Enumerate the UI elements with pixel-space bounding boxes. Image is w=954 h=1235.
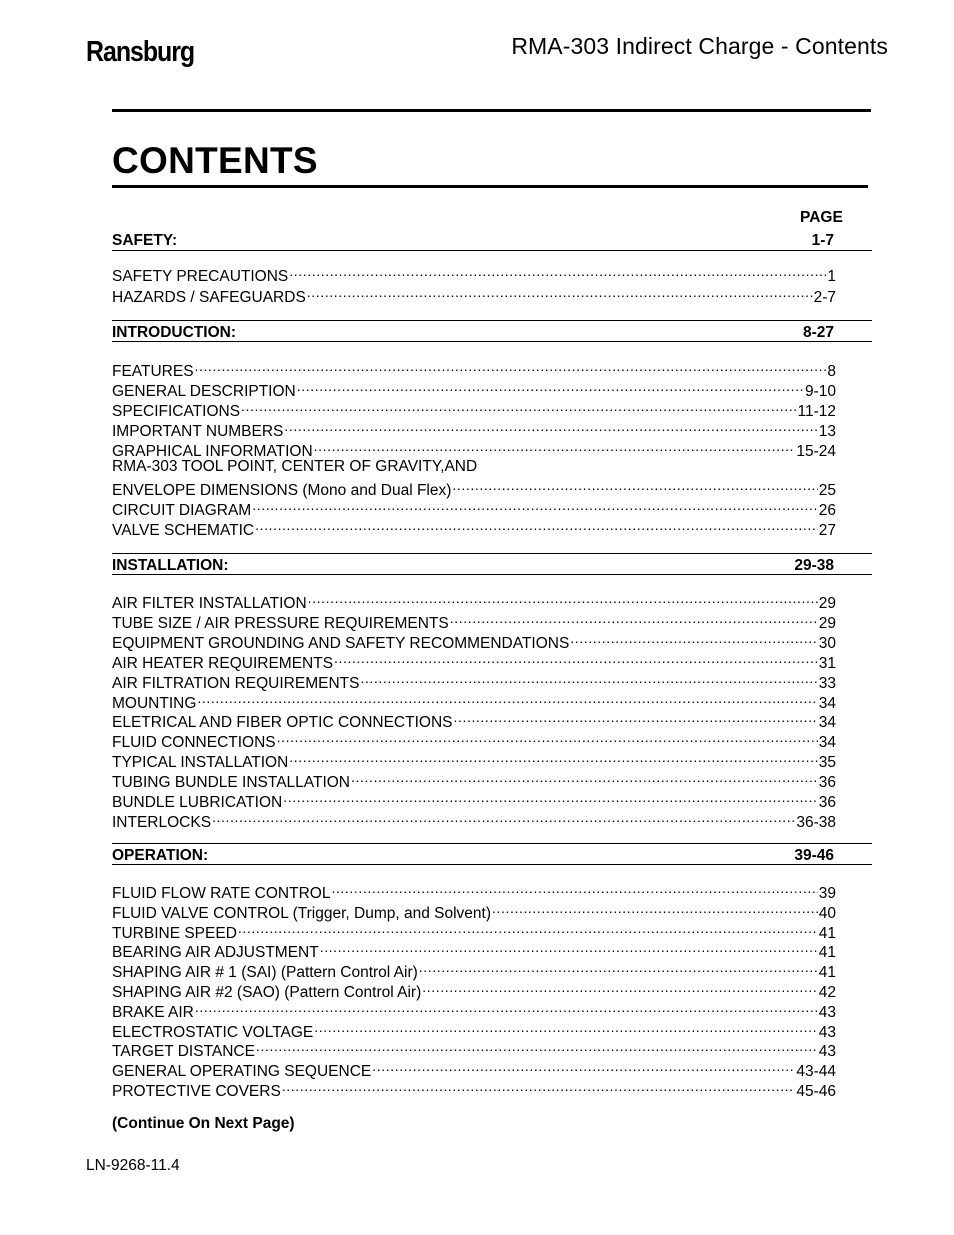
toc-entry-label: ELECTROSTATIC VOLTAGE — [112, 1023, 314, 1041]
dot-leader — [360, 669, 817, 688]
toc-entry[interactable] — [112, 609, 836, 632]
dot-leader — [277, 728, 818, 747]
toc-entry[interactable] — [112, 1077, 836, 1100]
dot-leader — [283, 788, 818, 807]
toc-entry-page: 15-24 — [796, 442, 836, 460]
section-title: SAFETY: — [112, 232, 178, 249]
toc-entry[interactable] — [112, 788, 836, 811]
toc-entry-label: BEARING AIR ADJUSTMENT — [112, 944, 319, 962]
toc-entry-label: TYPICAL INSTALLATION — [112, 754, 289, 772]
toc-entry[interactable] — [112, 689, 836, 712]
toc-entry-label: MOUNTING — [112, 694, 197, 712]
toc-entry-label: FLUID CONNECTIONS — [112, 734, 276, 752]
toc-entry-page: 1 — [827, 268, 836, 285]
toc-entry-page: 43 — [818, 1003, 836, 1021]
toc-entry[interactable] — [112, 978, 836, 1001]
toc-entry[interactable] — [112, 283, 836, 306]
dot-leader — [195, 998, 818, 1017]
toc-entry[interactable] — [112, 879, 836, 902]
top-rule — [112, 109, 871, 112]
toc-entry[interactable] — [112, 919, 836, 942]
dot-leader — [570, 629, 817, 648]
toc-entry-page: 9-10 — [804, 382, 836, 400]
dot-leader — [197, 689, 817, 708]
dot-leader — [320, 938, 818, 957]
toc-entry-page: 30 — [818, 634, 836, 652]
toc-entry[interactable] — [112, 728, 836, 752]
document-title: RMA-303 Indirect Charge - Contents — [511, 33, 888, 59]
dot-leader — [351, 768, 818, 787]
dot-leader — [307, 283, 813, 302]
toc-entry-label: CIRCUIT DIAGRAM — [112, 502, 252, 520]
dot-leader — [452, 476, 817, 495]
page-column-label: PAGE — [800, 209, 843, 226]
dot-leader — [331, 879, 817, 898]
toc-entry-page: 42 — [818, 984, 836, 1001]
toc-entry-label: SPECIFICATIONS — [112, 402, 241, 420]
toc-entry[interactable] — [112, 496, 836, 520]
toc-entry[interactable] — [112, 768, 836, 792]
toc-entry-label: FLUID FLOW RATE CONTROL — [112, 885, 331, 902]
toc-entry-page: 35 — [818, 754, 836, 772]
toc-entry-label: PROTECTIVE COVERS — [112, 1083, 281, 1100]
toc-entry[interactable] — [112, 516, 836, 540]
toc-entry-page: 41 — [818, 924, 836, 942]
toc-entry-page: 43 — [818, 1043, 836, 1061]
dot-leader — [422, 978, 818, 997]
toc-entry-page: 36 — [818, 774, 836, 792]
section-title: INSTALLATION: — [112, 557, 229, 574]
section-page-range: 29-38 — [794, 557, 834, 574]
dot-leader — [256, 1037, 818, 1056]
dot-leader — [289, 262, 826, 281]
dot-leader — [289, 748, 817, 767]
dot-leader — [212, 808, 795, 827]
section-header — [112, 843, 872, 865]
toc-entry-page: 40 — [818, 904, 836, 922]
dot-leader — [255, 516, 818, 535]
toc-entry-page: 13 — [818, 422, 836, 440]
toc-entry-label: FLUID VALVE CONTROL (Trigger, Dump, and Solvent) — [112, 904, 492, 922]
toc-entry-label: GENERAL DESCRIPTION — [112, 382, 296, 400]
toc-entry[interactable] — [112, 437, 836, 460]
toc-entry-label: TUBING BUNDLE INSTALLATION — [112, 774, 350, 792]
toc-entry-label: VALVE SCHEMATIC — [112, 522, 255, 540]
footer-code: LN-9268-11.4 — [86, 1157, 180, 1174]
toc-entry[interactable] — [112, 262, 836, 285]
toc-entry[interactable] — [112, 649, 836, 672]
dot-leader — [238, 919, 818, 938]
toc-entry[interactable] — [112, 748, 836, 772]
toc-entry[interactable] — [112, 417, 836, 440]
dot-leader — [450, 609, 818, 628]
toc-entry[interactable] — [112, 958, 836, 982]
toc-entry-page: 36-38 — [796, 813, 836, 831]
section-page-range: 1-7 — [811, 232, 834, 249]
toc-entry[interactable] — [112, 669, 836, 692]
toc-entry[interactable] — [112, 998, 836, 1021]
dot-leader — [284, 417, 817, 436]
toc-entry-label: GRAPHICAL INFORMATION — [112, 442, 313, 460]
toc-entry[interactable] — [112, 589, 836, 612]
toc-entry-label: TARGET DISTANCE — [112, 1043, 255, 1061]
toc-entry[interactable] — [112, 397, 836, 420]
toc-entry-label: GENERAL OPERATING SEQUENCE — [112, 1063, 372, 1081]
toc-entry-page: 36 — [818, 794, 836, 811]
toc-entry-page: 34 — [818, 694, 836, 712]
dot-leader — [419, 958, 818, 977]
toc-entry-label: RMA-303 TOOL POINT, CENTER OF GRAVITY,AND — [112, 457, 478, 475]
dot-leader — [314, 1018, 818, 1037]
toc-entry-label: SAFETY PRECAUTIONS — [112, 268, 289, 285]
section-title: OPERATION: — [112, 847, 209, 864]
toc-entry[interactable] — [112, 708, 836, 732]
toc-entry[interactable] — [112, 808, 836, 831]
page-heading: CONTENTS — [112, 140, 318, 181]
toc-entry-page: 45-46 — [796, 1083, 836, 1100]
toc-entry-label: SHAPING AIR # 1 (SAI) (Pattern Control Air) — [112, 964, 418, 982]
dot-leader — [453, 708, 817, 727]
toc-entry-page: 39 — [818, 885, 836, 902]
toc-entry[interactable] — [112, 1057, 836, 1081]
toc-entry-page: 29 — [818, 614, 836, 632]
toc-entry-label: INTERLOCKS — [112, 813, 212, 831]
toc-entry-page: 27 — [818, 522, 836, 540]
toc-entry[interactable] — [112, 1037, 836, 1061]
dot-leader — [372, 1057, 795, 1076]
toc-entry-page: 43 — [818, 1023, 836, 1041]
toc-entry-page: 8 — [827, 363, 836, 380]
dot-leader — [195, 357, 827, 376]
toc-entry-page: 43-44 — [796, 1063, 836, 1081]
toc-entry-page: 26 — [818, 502, 836, 520]
toc-entry-page: 41 — [818, 964, 836, 982]
toc-entry[interactable] — [112, 357, 836, 380]
toc-entry-page: 31 — [818, 654, 836, 672]
section-header — [112, 553, 872, 575]
toc-entry-label: SHAPING AIR #2 (SAO) (Pattern Control Air) — [112, 984, 422, 1001]
toc-entry-label: EQUIPMENT GROUNDING AND SAFETY RECOMMENDATIONS — [112, 634, 570, 652]
toc-entry-label: AIR FILTER INSTALLATION — [112, 595, 307, 612]
toc-entry-page: 41 — [818, 944, 836, 962]
dot-leader — [297, 377, 804, 396]
toc-entry[interactable] — [112, 629, 836, 652]
dot-leader — [334, 649, 818, 668]
toc-entry-label: AIR HEATER REQUIREMENTS — [112, 654, 334, 672]
toc-entry-page: 33 — [818, 674, 836, 692]
toc-entry-page: 34 — [818, 714, 836, 732]
toc-entry[interactable] — [112, 457, 836, 476]
section-page-range: 39-46 — [794, 847, 834, 864]
toc-entry[interactable] — [112, 476, 836, 500]
section-title: INTRODUCTION: — [112, 324, 236, 341]
toc-entry-page: 25 — [818, 482, 836, 500]
toc-entry[interactable] — [112, 1018, 836, 1041]
dot-leader — [252, 496, 818, 515]
toc-entry-label: FEATURES — [112, 363, 194, 380]
toc-entry-page: 34 — [818, 734, 836, 752]
toc-entry-label: HAZARDS / SAFEGUARDS — [112, 289, 306, 306]
toc-entry-label: BUNDLE LUBRICATION — [112, 794, 283, 811]
dot-leader — [282, 1077, 796, 1096]
toc-entry-label: BRAKE AIR — [112, 1003, 194, 1021]
toc-entry-label: AIR FILTRATION REQUIREMENTS — [112, 674, 360, 692]
section-page-range: 8-27 — [802, 324, 834, 341]
toc-entry-label: ENVELOPE DIMENSIONS (Mono and Dual Flex) — [112, 482, 452, 500]
dot-leader — [492, 899, 818, 918]
toc-entry-label: TURBINE SPEED — [112, 924, 237, 942]
toc-entry-page: 11-12 — [797, 402, 836, 420]
dot-leader — [241, 397, 796, 416]
toc-entry-label: IMPORTANT NUMBERS — [112, 422, 284, 440]
continue-note: (Continue On Next Page) — [112, 1115, 295, 1132]
heading-rule — [112, 185, 868, 188]
toc-entry-label: ELETRICAL AND FIBER OPTIC CONNECTIONS — [112, 714, 453, 732]
toc-entry-label: TUBE SIZE / AIR PRESSURE REQUIREMENTS — [112, 614, 449, 632]
toc-entry[interactable] — [112, 377, 836, 400]
dot-leader — [308, 589, 818, 608]
toc-entry[interactable] — [112, 938, 836, 962]
section-header — [112, 320, 872, 342]
dot-leader — [314, 437, 796, 456]
toc-entry-page: 2-7 — [813, 289, 836, 306]
brand-logo: Ransburg — [86, 36, 195, 68]
section-header — [112, 229, 872, 251]
toc-entry[interactable] — [112, 899, 836, 922]
toc-entry-page: 29 — [818, 595, 836, 612]
